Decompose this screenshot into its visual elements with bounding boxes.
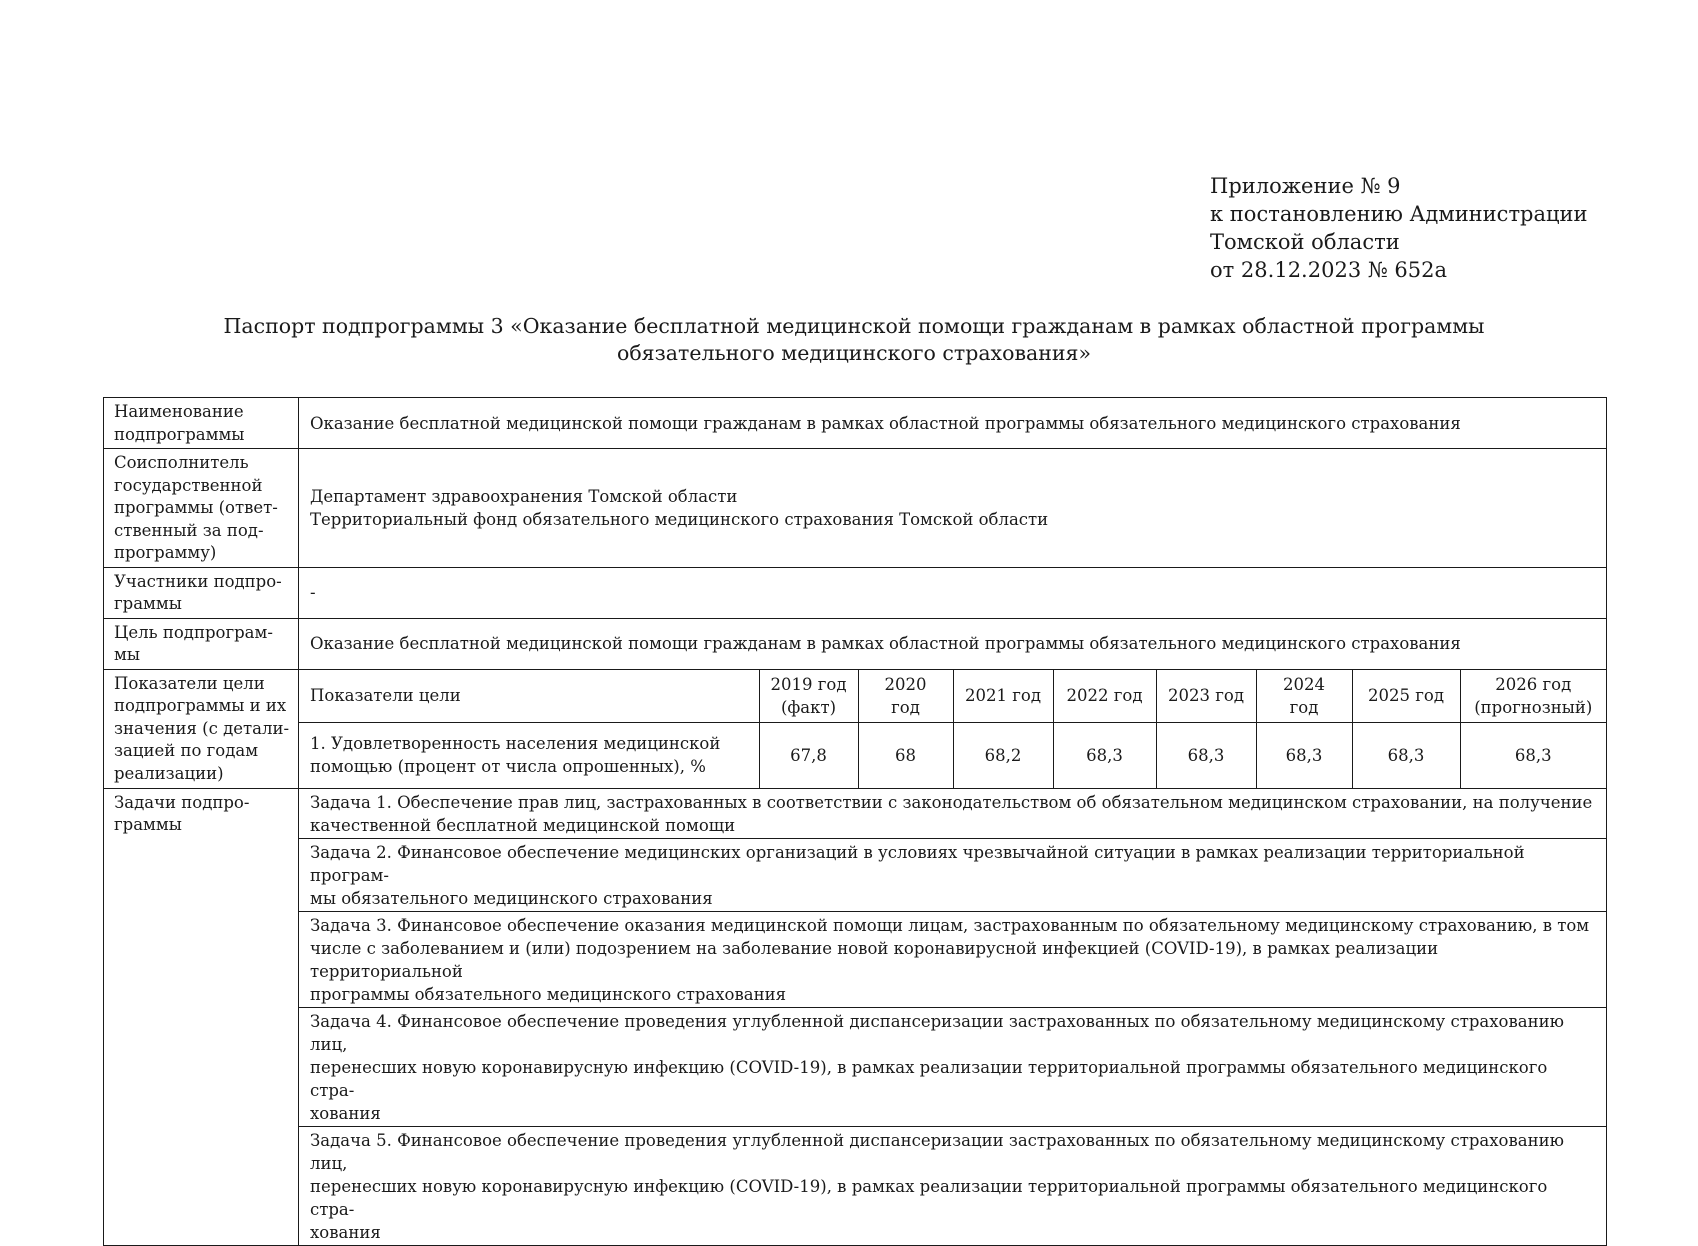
appendix-line: к постановлению Администрации bbox=[1210, 202, 1588, 226]
row-label: Соисполнитель государственной программы (ответ- ственный за под- программу) bbox=[104, 449, 299, 568]
title-line: Паспорт подпрограммы 3 «Оказание бесплатной медицинской помощи гражданам в рамках областной программы bbox=[223, 314, 1485, 338]
indicators-header-row bbox=[299, 670, 1606, 723]
indicator-row bbox=[299, 723, 1606, 788]
year-header: 2025 год bbox=[1352, 670, 1460, 723]
year-header: 2021 год bbox=[953, 670, 1053, 723]
row-value: Оказание бесплатной медицинской помощи гражданам в рамках областной программы обязательного медицинского страхования bbox=[299, 398, 1607, 449]
indicators-cell bbox=[299, 669, 1607, 788]
task-item: Задача 1. Обеспечение прав лиц, застрахованных в соответствии с законодательством об обязательном медицинском страховании, на получение качественной бесплатной медицинской помощи bbox=[299, 789, 1606, 839]
year-header: 2026 год (прогнозный) bbox=[1460, 670, 1606, 723]
indicator-value: 68,3 bbox=[1156, 723, 1256, 788]
row-value: - bbox=[299, 567, 1607, 618]
row-label: Показатели цели подпрограммы и их значения (с детали- зацией по годам реализации) bbox=[104, 669, 299, 788]
table-row-goal bbox=[104, 618, 1607, 669]
task-item: Задача 2. Финансовое обеспечение медицинских организаций в условиях чрезвычайной ситуации в рамках реализации территориальной програм- мы обязательного медицинского страхования bbox=[299, 839, 1606, 912]
row-value: Оказание бесплатной медицинской помощи гражданам в рамках областной программы обязательного медицинского страхования bbox=[299, 618, 1607, 669]
table-row-tasks bbox=[104, 788, 1607, 1245]
indicator-value: 68,3 bbox=[1460, 723, 1606, 788]
table-row-participants bbox=[104, 567, 1607, 618]
table-row-coexecutor bbox=[104, 449, 1607, 568]
task-item: Задача 5. Финансовое обеспечение проведения углубленной диспансеризации застрахованных по обязательному медицинскому страхованию лиц, перенесших новую коронавирусную инфекцию (COVID-19), в рамках реализации территориальной программы обязательного медицинского стра- хования bbox=[310, 1130, 1564, 1242]
indicator-value: 68,3 bbox=[1053, 723, 1156, 788]
indicator-value: 68,3 bbox=[1256, 723, 1352, 788]
indicator-value: 68 bbox=[858, 723, 953, 788]
appendix-line: Приложение № 9 bbox=[1210, 174, 1401, 198]
table-row-indicators bbox=[104, 669, 1607, 788]
indicator-value: 68,3 bbox=[1352, 723, 1460, 788]
indicators-table bbox=[299, 670, 1606, 788]
indicator-value: 68,2 bbox=[953, 723, 1053, 788]
indicator-header-name: Показатели цели bbox=[299, 670, 759, 723]
document-title bbox=[100, 313, 1608, 367]
tasks-cell bbox=[299, 788, 1607, 1245]
row-value: Департамент здравоохранения Томской области Территориальный фонд обязательного медицинского страхования Томской области bbox=[299, 449, 1607, 568]
year-header: 2020 год bbox=[858, 670, 953, 723]
appendix-block bbox=[1210, 172, 1588, 284]
year-header: 2022 год bbox=[1053, 670, 1156, 723]
passport-table bbox=[103, 397, 1607, 1246]
appendix-line: Томской области bbox=[1210, 230, 1400, 254]
row-label: Наименование подпрограммы bbox=[104, 398, 299, 449]
title-line: обязательного медицинского страхования» bbox=[616, 341, 1092, 365]
row-label: Цель подпрограм- мы bbox=[104, 618, 299, 669]
table-row-name bbox=[104, 398, 1607, 449]
task-item: Задача 4. Финансовое обеспечение проведения углубленной диспансеризации застрахованных по обязательному медицинскому страхованию лиц, перенесших новую коронавирусную инфекцию (COVID-19), в рамках реализации территориальной программы обязательного медицинского стра- хования bbox=[299, 1008, 1606, 1127]
appendix-line: от 28.12.2023 № 652а bbox=[1210, 258, 1447, 282]
year-header: 2024 год bbox=[1256, 670, 1352, 723]
row-label: Задачи подпро- граммы bbox=[104, 788, 299, 1245]
year-header: 2023 год bbox=[1156, 670, 1256, 723]
task-item: Задача 3. Финансовое обеспечение оказания медицинской помощи лицам, застрахованным по обязательному медицинскому страхованию, в том числе с заболеванием и (или) подозрением на заболевание новой коронавирусной инфекцией (COVID-19), в рамках реализации территориальной программы обязательного медицинского страхования bbox=[299, 912, 1606, 1008]
year-header: 2019 год (факт) bbox=[759, 670, 858, 723]
indicator-name: 1. Удовлетворенность населения медицинской помощью (процент от числа опрошенных), % bbox=[299, 723, 759, 788]
indicator-value: 67,8 bbox=[759, 723, 858, 788]
row-label: Участники подпро- граммы bbox=[104, 567, 299, 618]
